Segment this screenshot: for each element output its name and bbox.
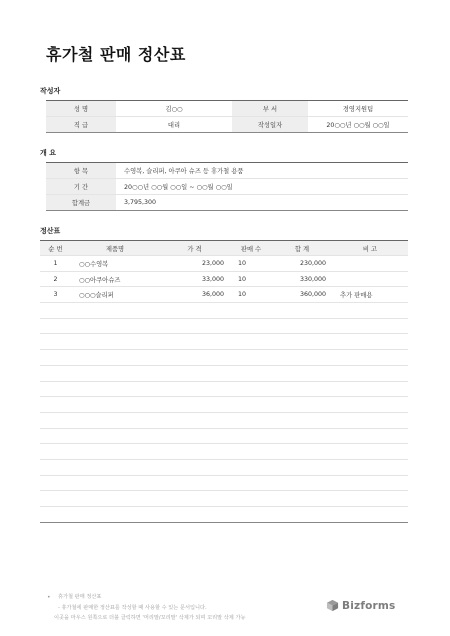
row-qty[interactable] — [230, 412, 272, 428]
empty-table-row — [40, 459, 408, 475]
row-price[interactable] — [159, 507, 230, 523]
table-row — [40, 271, 408, 287]
row-note[interactable] — [332, 318, 408, 334]
row-product[interactable] — [71, 507, 159, 523]
empty-table-row — [40, 397, 408, 413]
row-note[interactable] — [332, 365, 408, 381]
row-note[interactable]: 추가 판매용 — [332, 287, 408, 303]
row-no[interactable]: 3 — [40, 287, 71, 303]
row-qty[interactable]: 10 — [230, 256, 272, 272]
header-qty: 판매 수 — [230, 241, 272, 256]
row-note[interactable] — [332, 350, 408, 366]
row-note[interactable] — [332, 334, 408, 350]
empty-table-row — [40, 318, 408, 334]
row-qty[interactable] — [230, 350, 272, 366]
row-sum[interactable] — [272, 428, 332, 444]
table-row — [40, 287, 408, 303]
row-qty[interactable] — [230, 381, 272, 397]
row-product[interactable] — [71, 381, 159, 397]
row-price[interactable] — [159, 444, 230, 460]
section-overview-label: 개 요 — [40, 149, 56, 157]
row-no[interactable] — [40, 318, 71, 334]
row-product[interactable] — [71, 397, 159, 413]
row-product[interactable] — [71, 428, 159, 444]
bizforms-logo — [326, 599, 395, 612]
row-sum[interactable]: 360,000 — [272, 287, 332, 303]
row-note[interactable] — [332, 397, 408, 413]
row-product[interactable] — [71, 491, 159, 507]
footer-bullet: • — [47, 594, 51, 601]
item-label: 항 목 — [46, 163, 116, 179]
row-qty[interactable] — [230, 428, 272, 444]
row-sum[interactable]: 230,000 — [272, 256, 332, 272]
row-no[interactable] — [40, 428, 71, 444]
row-price[interactable] — [159, 428, 230, 444]
row-sum[interactable]: 330,000 — [272, 271, 332, 287]
row-product[interactable] — [71, 350, 159, 366]
header-price: 가 격 — [159, 241, 230, 256]
row-sum[interactable] — [272, 350, 332, 366]
row-sum[interactable] — [272, 318, 332, 334]
empty-table-row — [40, 428, 408, 444]
header-note: 비 고 — [332, 241, 408, 256]
empty-table-row — [40, 475, 408, 491]
row-price[interactable] — [159, 397, 230, 413]
row-qty[interactable] — [230, 318, 272, 334]
row-product[interactable]: ○○아쿠아슈즈 — [71, 271, 159, 287]
row-no[interactable] — [40, 397, 71, 413]
row-price[interactable] — [159, 334, 230, 350]
row-no[interactable] — [40, 444, 71, 460]
row-sum[interactable] — [272, 334, 332, 350]
row-sum[interactable] — [272, 397, 332, 413]
row-sum[interactable] — [272, 475, 332, 491]
row-qty[interactable] — [230, 459, 272, 475]
row-price[interactable] — [159, 412, 230, 428]
row-note[interactable] — [332, 271, 408, 287]
row-no[interactable] — [40, 412, 71, 428]
row-note[interactable] — [332, 444, 408, 460]
row-qty[interactable] — [230, 491, 272, 507]
row-sum[interactable] — [272, 459, 332, 475]
rank-value[interactable]: 대리 — [116, 117, 232, 133]
name-value[interactable]: 김○○ — [116, 101, 232, 117]
row-note[interactable] — [332, 256, 408, 272]
row-price[interactable] — [159, 350, 230, 366]
row-product[interactable] — [71, 459, 159, 475]
footer-title: 휴가철 판매 정산표 — [58, 594, 102, 600]
row-qty[interactable] — [230, 397, 272, 413]
row-product[interactable] — [71, 334, 159, 350]
row-price[interactable] — [159, 381, 230, 397]
row-no[interactable] — [40, 365, 71, 381]
row-no[interactable] — [40, 350, 71, 366]
empty-table-row — [40, 381, 408, 397]
row-qty[interactable] — [230, 507, 272, 523]
empty-table-row — [40, 507, 408, 523]
footer-instruction: 이곳을 마우스 원쪽으로 더블 클릭하면 '머리말/꼬리말' 삭제가 되며 꼬리말 삭제 가능 — [54, 615, 246, 621]
row-price[interactable] — [159, 475, 230, 491]
row-qty[interactable] — [230, 444, 272, 460]
row-price[interactable] — [159, 318, 230, 334]
row-qty[interactable]: 10 — [230, 271, 272, 287]
row-product[interactable] — [71, 412, 159, 428]
row-note[interactable] — [332, 459, 408, 475]
total-label: 합계금 — [46, 195, 116, 211]
row-no[interactable] — [40, 459, 71, 475]
row-price[interactable] — [159, 365, 230, 381]
section-settlement-label: 정산표 — [40, 227, 61, 235]
section-writer-label: 작성자 — [40, 87, 61, 95]
row-qty[interactable] — [230, 303, 272, 319]
header-no: 순 번 — [40, 241, 71, 256]
row-price[interactable]: 23,000 — [159, 256, 230, 272]
row-product[interactable]: ○○○슬리퍼 — [71, 287, 159, 303]
row-no[interactable] — [40, 334, 71, 350]
row-price[interactable]: 36,000 — [159, 287, 230, 303]
row-price[interactable]: 33,000 — [159, 271, 230, 287]
writer-table — [46, 100, 408, 133]
empty-table-row — [40, 412, 408, 428]
row-sum[interactable] — [272, 381, 332, 397]
date-label: 작성일자 — [232, 117, 308, 133]
row-product[interactable]: ○○수영복 — [71, 256, 159, 272]
row-sum[interactable] — [272, 491, 332, 507]
row-sum[interactable] — [272, 365, 332, 381]
row-note[interactable] — [332, 507, 408, 523]
row-no[interactable]: 1 — [40, 256, 71, 272]
row-note[interactable] — [332, 428, 408, 444]
total-value[interactable]: 3,795,300 — [116, 195, 408, 211]
row-no[interactable]: 2 — [40, 271, 71, 287]
row-no[interactable] — [40, 475, 71, 491]
row-no[interactable] — [40, 491, 71, 507]
empty-table-row — [40, 491, 408, 507]
period-value[interactable]: 20○○년 ○○월 ○○일 ~ ○○월 ○○일 — [116, 179, 408, 195]
row-sum[interactable] — [272, 412, 332, 428]
row-note[interactable] — [332, 303, 408, 319]
rank-label: 직 급 — [46, 117, 116, 133]
document-title: 휴가철 판매 정산표 — [46, 45, 186, 64]
dept-label: 부 서 — [232, 101, 308, 117]
empty-table-row — [40, 303, 408, 319]
row-product[interactable] — [71, 318, 159, 334]
footer-description: - 휴가철에 판매한 정산표를 작성할 때 사용할 수 있는 문서입니다. — [58, 605, 207, 611]
empty-table-row — [40, 350, 408, 366]
row-no[interactable] — [40, 381, 71, 397]
row-sum[interactable] — [272, 303, 332, 319]
row-note[interactable] — [332, 475, 408, 491]
row-note[interactable] — [332, 412, 408, 428]
item-value[interactable]: 수영복, 슬리퍼, 아쿠아 슈즈 등 휴가철 용품 — [116, 163, 408, 179]
row-qty[interactable] — [230, 334, 272, 350]
header-product: 제품명 — [71, 241, 159, 256]
row-qty[interactable] — [230, 365, 272, 381]
row-price[interactable] — [159, 459, 230, 475]
row-no[interactable] — [40, 303, 71, 319]
name-label: 성 명 — [46, 101, 116, 117]
row-note[interactable] — [332, 381, 408, 397]
row-sum[interactable] — [272, 507, 332, 523]
row-product[interactable] — [71, 444, 159, 460]
row-note[interactable] — [332, 491, 408, 507]
row-sum[interactable] — [272, 444, 332, 460]
row-price[interactable] — [159, 491, 230, 507]
row-price[interactable] — [159, 303, 230, 319]
overview-table — [46, 162, 408, 211]
table-row — [40, 256, 408, 272]
row-qty[interactable]: 10 — [230, 287, 272, 303]
bizforms-logo-text: Bizforms — [342, 599, 396, 612]
row-qty[interactable] — [230, 475, 272, 491]
row-no[interactable] — [40, 507, 71, 523]
empty-table-row — [40, 444, 408, 460]
row-product[interactable] — [71, 365, 159, 381]
empty-table-row — [40, 365, 408, 381]
date-value[interactable]: 20○○년 ○○월 ○○일 — [308, 117, 408, 133]
empty-table-row — [40, 334, 408, 350]
row-product[interactable] — [71, 475, 159, 491]
header-sum: 합 계 — [272, 241, 332, 256]
dept-value[interactable]: 경영지원팀 — [308, 101, 408, 117]
period-label: 기 간 — [46, 179, 116, 195]
settlement-table — [40, 240, 408, 523]
row-product[interactable] — [71, 303, 159, 319]
bizforms-cube-icon — [326, 599, 339, 612]
